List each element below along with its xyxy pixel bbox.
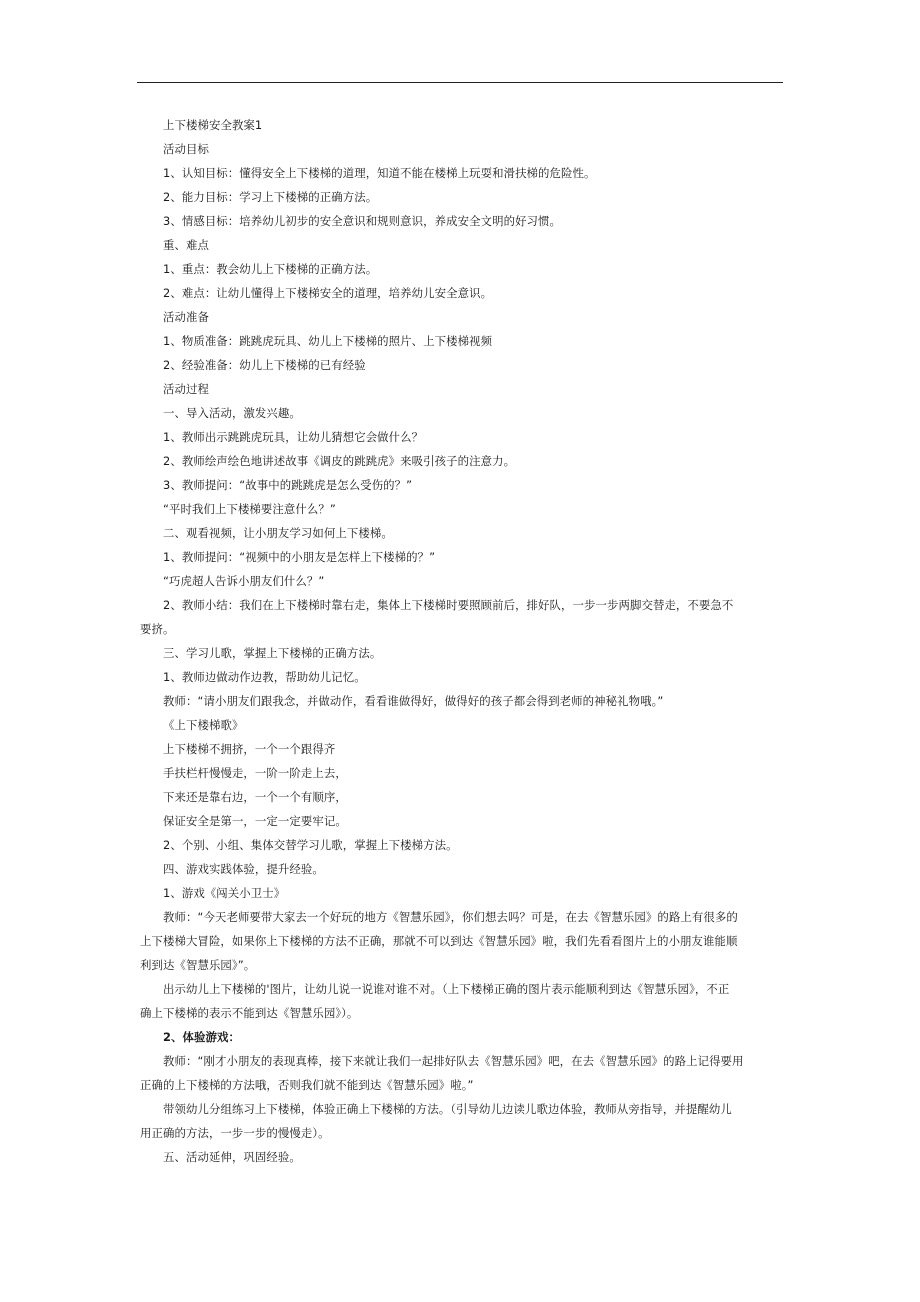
section-heading-process: 活动过程 xyxy=(163,382,209,396)
section-heading-preparation: 活动准备 xyxy=(163,310,209,324)
song-line: 保证安全是第一，一定一定要牢记。 xyxy=(163,814,347,828)
song-line: 上下楼梯不拥挤，一个一个跟得齐 xyxy=(163,742,336,756)
process-line: 1、教师出示跳跳虎玩具，让幼儿猜想它会做什么？ xyxy=(163,430,424,444)
preparation-item-1: 1、物质准备：跳跳虎玩具、幼儿上下楼梯的照片、上下楼梯视频 xyxy=(163,334,493,348)
preparation-item-2: 2、经验准备：幼儿上下楼梯的已有经验 xyxy=(163,358,366,372)
goal-item-3: 3、情感目标：培养幼儿初步的安全意识和规则意识，养成安全文明的好习惯。 xyxy=(163,214,562,228)
document-body xyxy=(140,113,782,1169)
section-heading-keypoints: 重、难点 xyxy=(163,238,209,252)
process-step-1: 一、导入活动，激发兴趣。 xyxy=(163,406,301,420)
process-line: “平时我们上下楼梯要注意什么？” xyxy=(163,502,336,516)
keypoint-item-1: 1、重点：教会幼儿上下楼梯的正确方法。 xyxy=(163,262,378,276)
keypoint-item-2: 2、难点：让幼儿懂得上下楼梯安全的道理，培养幼儿安全意识。 xyxy=(163,286,493,300)
document-title: 上下楼梯安全教案1 xyxy=(163,118,263,132)
song-title: 《上下楼梯歌》 xyxy=(163,718,244,732)
lead-para-line-1: 带领幼儿分组练习上下楼梯，体验正确上下楼梯的方法。（引导幼儿边读儿歌边体验，教师从旁指导，并提醒幼儿 xyxy=(163,1102,732,1116)
summary-line-1: 2、教师小结：我们在上下楼梯时靠右走，集体上下楼梯时要照顾前后，排好队，一步一步两脚交替走，不要急不 xyxy=(163,598,734,612)
experience-para-line-1: 教师：“刚才小朋友的表现真棒，接下来就让我们一起排好队去《智慧乐园》吧，在去《智慧乐园》的路上记得要用 xyxy=(163,1054,744,1068)
section-heading-goals: 活动目标 xyxy=(163,142,209,156)
process-line: 2、教师绘声绘色地讲述故事《调皮的跳跳虎》来吸引孩子的注意力。 xyxy=(163,454,516,468)
process-step-3: 三、学习儿歌，掌握上下楼梯的正确方法。 xyxy=(163,646,382,660)
song-line: 下来还是靠右边，一个一个有顺序， xyxy=(163,790,347,804)
process-line: “巧虎超人告诉小朋友们什么？” xyxy=(163,574,325,588)
process-step-5: 五、活动延伸，巩固经验。 xyxy=(163,1150,301,1164)
lead-para-line-2: 用正确的方法，一步一步的慢慢走）。 xyxy=(140,1126,330,1140)
song-line: 手扶栏杆慢慢走，一阶一阶走上去， xyxy=(163,766,347,780)
header-rule xyxy=(137,82,783,83)
experience-title: 2、体验游戏： xyxy=(163,1030,240,1044)
process-line: 2、个别、小组、集体交替学习儿歌，掌握上下楼梯方法。 xyxy=(163,838,458,852)
pics-para-line-1: 出示幼儿上下楼梯的'图片，让幼儿说一说谁对谁不对。（上下楼梯正确的图片表示能顺利到达《智慧乐园》，不正 xyxy=(163,982,730,996)
game-para-line-2: 上下楼梯大冒险，如果你上下楼梯的方法不正确，那就不可以到达《智慧乐园》啦，我们先看看图片上的小朋友谁能顺 xyxy=(140,934,738,948)
game-para-line-1: 教师：“今天老师要带大家去一个好玩的地方《智慧乐园》，你们想去吗？可是，在去《智慧乐园》的路上有很多的 xyxy=(163,910,738,924)
game-title: 1、游戏《闯关小卫士》 xyxy=(163,886,286,900)
experience-para-line-2: 正确的上下楼梯的方法哦，否则我们就不能到达《智慧乐园》啦。” xyxy=(140,1078,474,1092)
process-line: 1、教师提问：“视频中的小朋友是怎样上下楼梯的？” xyxy=(163,550,436,564)
goal-item-1: 1、认知目标：懂得安全上下楼梯的道理，知道不能在楼梯上玩耍和滑扶梯的危险性。 xyxy=(163,166,596,180)
goal-item-2: 2、能力目标：学习上下楼梯的正确方法。 xyxy=(163,190,378,204)
summary-line-2: 要挤。 xyxy=(140,622,175,636)
game-para-line-3: 利到达《智慧乐园》”。 xyxy=(140,958,256,972)
pics-para-line-2: 确上下楼梯的表示不能到达《智慧乐园》）。 xyxy=(140,1006,359,1020)
process-line: 1、教师边做动作边教，帮助幼儿记忆。 xyxy=(163,670,366,684)
process-step-2: 二、观看视频，让小朋友学习如何上下楼梯。 xyxy=(163,526,393,540)
process-line: 教师：“请小朋友们跟我念，并做动作，看看谁做得好，做得好的孩子都会得到老师的神秘礼物哦。” xyxy=(163,694,664,708)
process-line: 3、教师提问：“故事中的跳跳虎是怎么受伤的？” xyxy=(163,478,413,492)
process-step-4: 四、游戏实践体验，提升经验。 xyxy=(163,862,324,876)
